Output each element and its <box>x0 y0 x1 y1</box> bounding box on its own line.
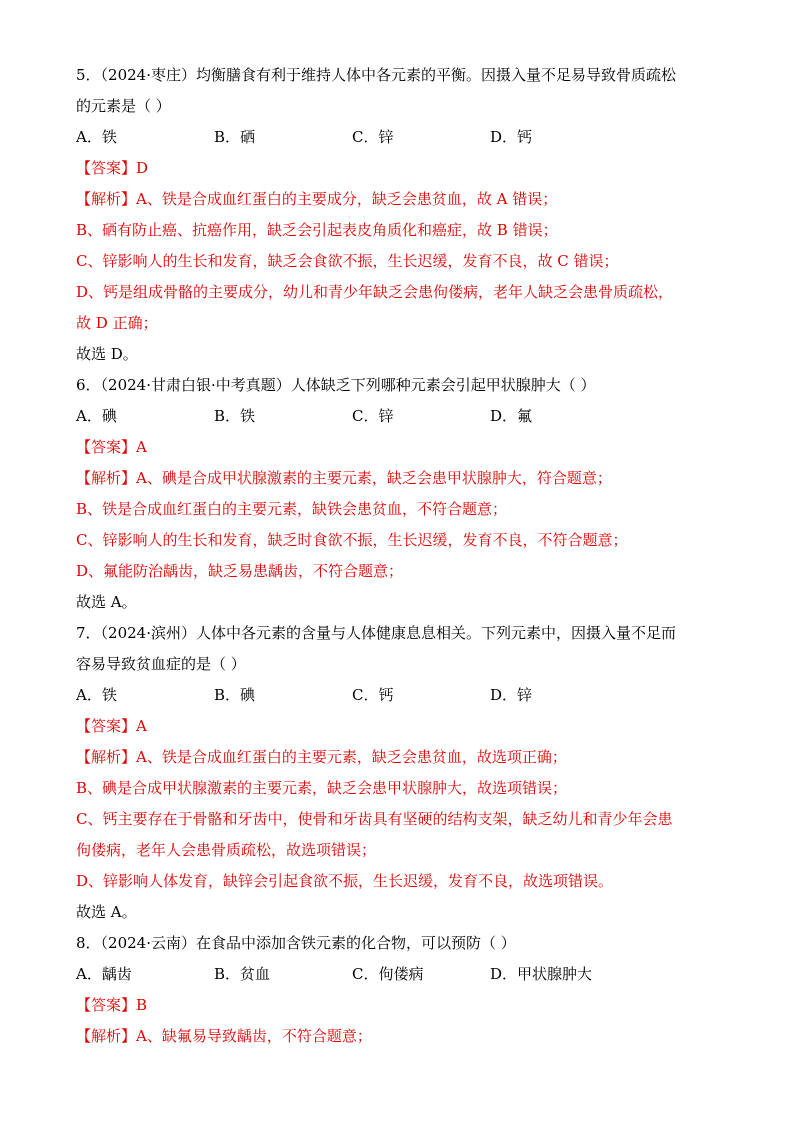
question-stem: 5．（2024·枣庄）均衡膳食有利于维持人体中各元素的平衡。因摄入量不足易导致骨质疏松 <box>76 66 676 84</box>
question-8 <box>76 928 726 1052</box>
question-stem: 的元素是（ ） <box>76 97 171 115</box>
option-a: A．铁 <box>76 686 117 704</box>
analysis-line: B、铁是合成血红蛋白的主要元素，缺铁会患贫血，不符合题意； <box>76 500 508 518</box>
analysis-line: 【解析】A、铁是合成血红蛋白的主要元素，缺乏会患贫血，故选项正确； <box>76 748 567 766</box>
question-7 <box>76 618 726 928</box>
analysis-line: 故 D 正确； <box>76 314 158 332</box>
option-d: D．钙 <box>490 128 533 146</box>
analysis-line: D、锌影响人体发育，缺锌会引起食欲不振，生长迟缓，发育不良，故选项错误。 <box>76 872 614 890</box>
conclusion: 故选 A。 <box>76 903 137 921</box>
answer: 【答案】D <box>76 159 149 177</box>
question-stem: 容易导致贫血症的是（ ） <box>76 655 246 673</box>
option-a: A．碘 <box>76 407 117 425</box>
option-c: C．锌 <box>352 407 394 425</box>
option-a: A．铁 <box>76 128 117 146</box>
option-a: A．龋齿 <box>76 965 132 983</box>
conclusion: 故选 A。 <box>76 593 137 611</box>
option-b: B．贫血 <box>214 965 271 983</box>
option-c: C．钙 <box>352 686 394 704</box>
answer: 【答案】B <box>76 996 148 1014</box>
question-6 <box>76 370 726 618</box>
analysis-line: 【解析】A、缺氟易导致龋齿，不符合题意； <box>76 1027 372 1045</box>
analysis-line: C、锌影响人的生长和发育，缺乏时食欲不振，生长迟缓，发育不良，不符合题意； <box>76 531 628 549</box>
option-d: D．氟 <box>490 407 533 425</box>
option-b: B．碘 <box>214 686 256 704</box>
options-row <box>76 122 726 153</box>
question-stem: 8．（2024·云南）在食品中添加含铁元素的化合物，可以预防（ ） <box>76 934 516 952</box>
analysis-line: D、氟能防治龋齿，缺乏易患龋齿，不符合题意； <box>76 562 404 580</box>
answer: 【答案】A <box>76 717 147 735</box>
analysis-line: C、锌影响人的生长和发育，缺乏会食欲不振，生长迟缓，发育不良，故 C 错误； <box>76 252 619 270</box>
document-page <box>76 60 726 1052</box>
analysis-line: 【解析】A、碘是合成甲状腺激素的主要元素，缺乏会患甲状腺肿大，符合题意； <box>76 469 612 487</box>
analysis-line: D、钙是组成骨骼的主要成分，幼儿和青少年缺乏会患佝偻病，老年人缺乏会患骨质疏松， <box>76 283 674 301</box>
option-d: D．锌 <box>490 686 533 704</box>
analysis-line: C、钙主要存在于骨骼和牙齿中，使骨和牙齿具有坚硬的结构支架，缺乏幼儿和青少年会患 <box>76 810 673 828</box>
options-row <box>76 401 726 432</box>
question-stem: 6．（2024·甘肃白银·中考真题）人体缺乏下列哪种元素会引起甲状腺肿大（ ） <box>76 376 596 394</box>
option-c: C．锌 <box>352 128 394 146</box>
analysis-line: B、硒有防止癌、抗癌作用，缺乏会引起表皮角质化和癌症，故 B 错误； <box>76 221 558 239</box>
analysis-line: 佝偻病，老年人会患骨质疏松，故选项错误； <box>76 841 377 859</box>
analysis-line: 【解析】A、铁是合成血红蛋白的主要成分，缺乏会患贫血，故 A 错误； <box>76 190 558 208</box>
question-stem: 7．（2024·滨州）人体中各元素的含量与人体健康息息相关。下列元素中，因摄入量不足而 <box>76 624 676 642</box>
options-row <box>76 959 726 990</box>
answer: 【答案】A <box>76 438 147 456</box>
option-c: C．佝偻病 <box>352 965 424 983</box>
question-5 <box>76 60 726 370</box>
analysis-line: B、碘是合成甲状腺激素的主要元素，缺乏会患甲状腺肿大，故选项错误； <box>76 779 568 797</box>
option-b: B．铁 <box>214 407 256 425</box>
options-row <box>76 680 726 711</box>
option-b: B．硒 <box>214 128 256 146</box>
conclusion: 故选 D。 <box>76 345 138 363</box>
option-d: D．甲状腺肿大 <box>490 965 593 983</box>
